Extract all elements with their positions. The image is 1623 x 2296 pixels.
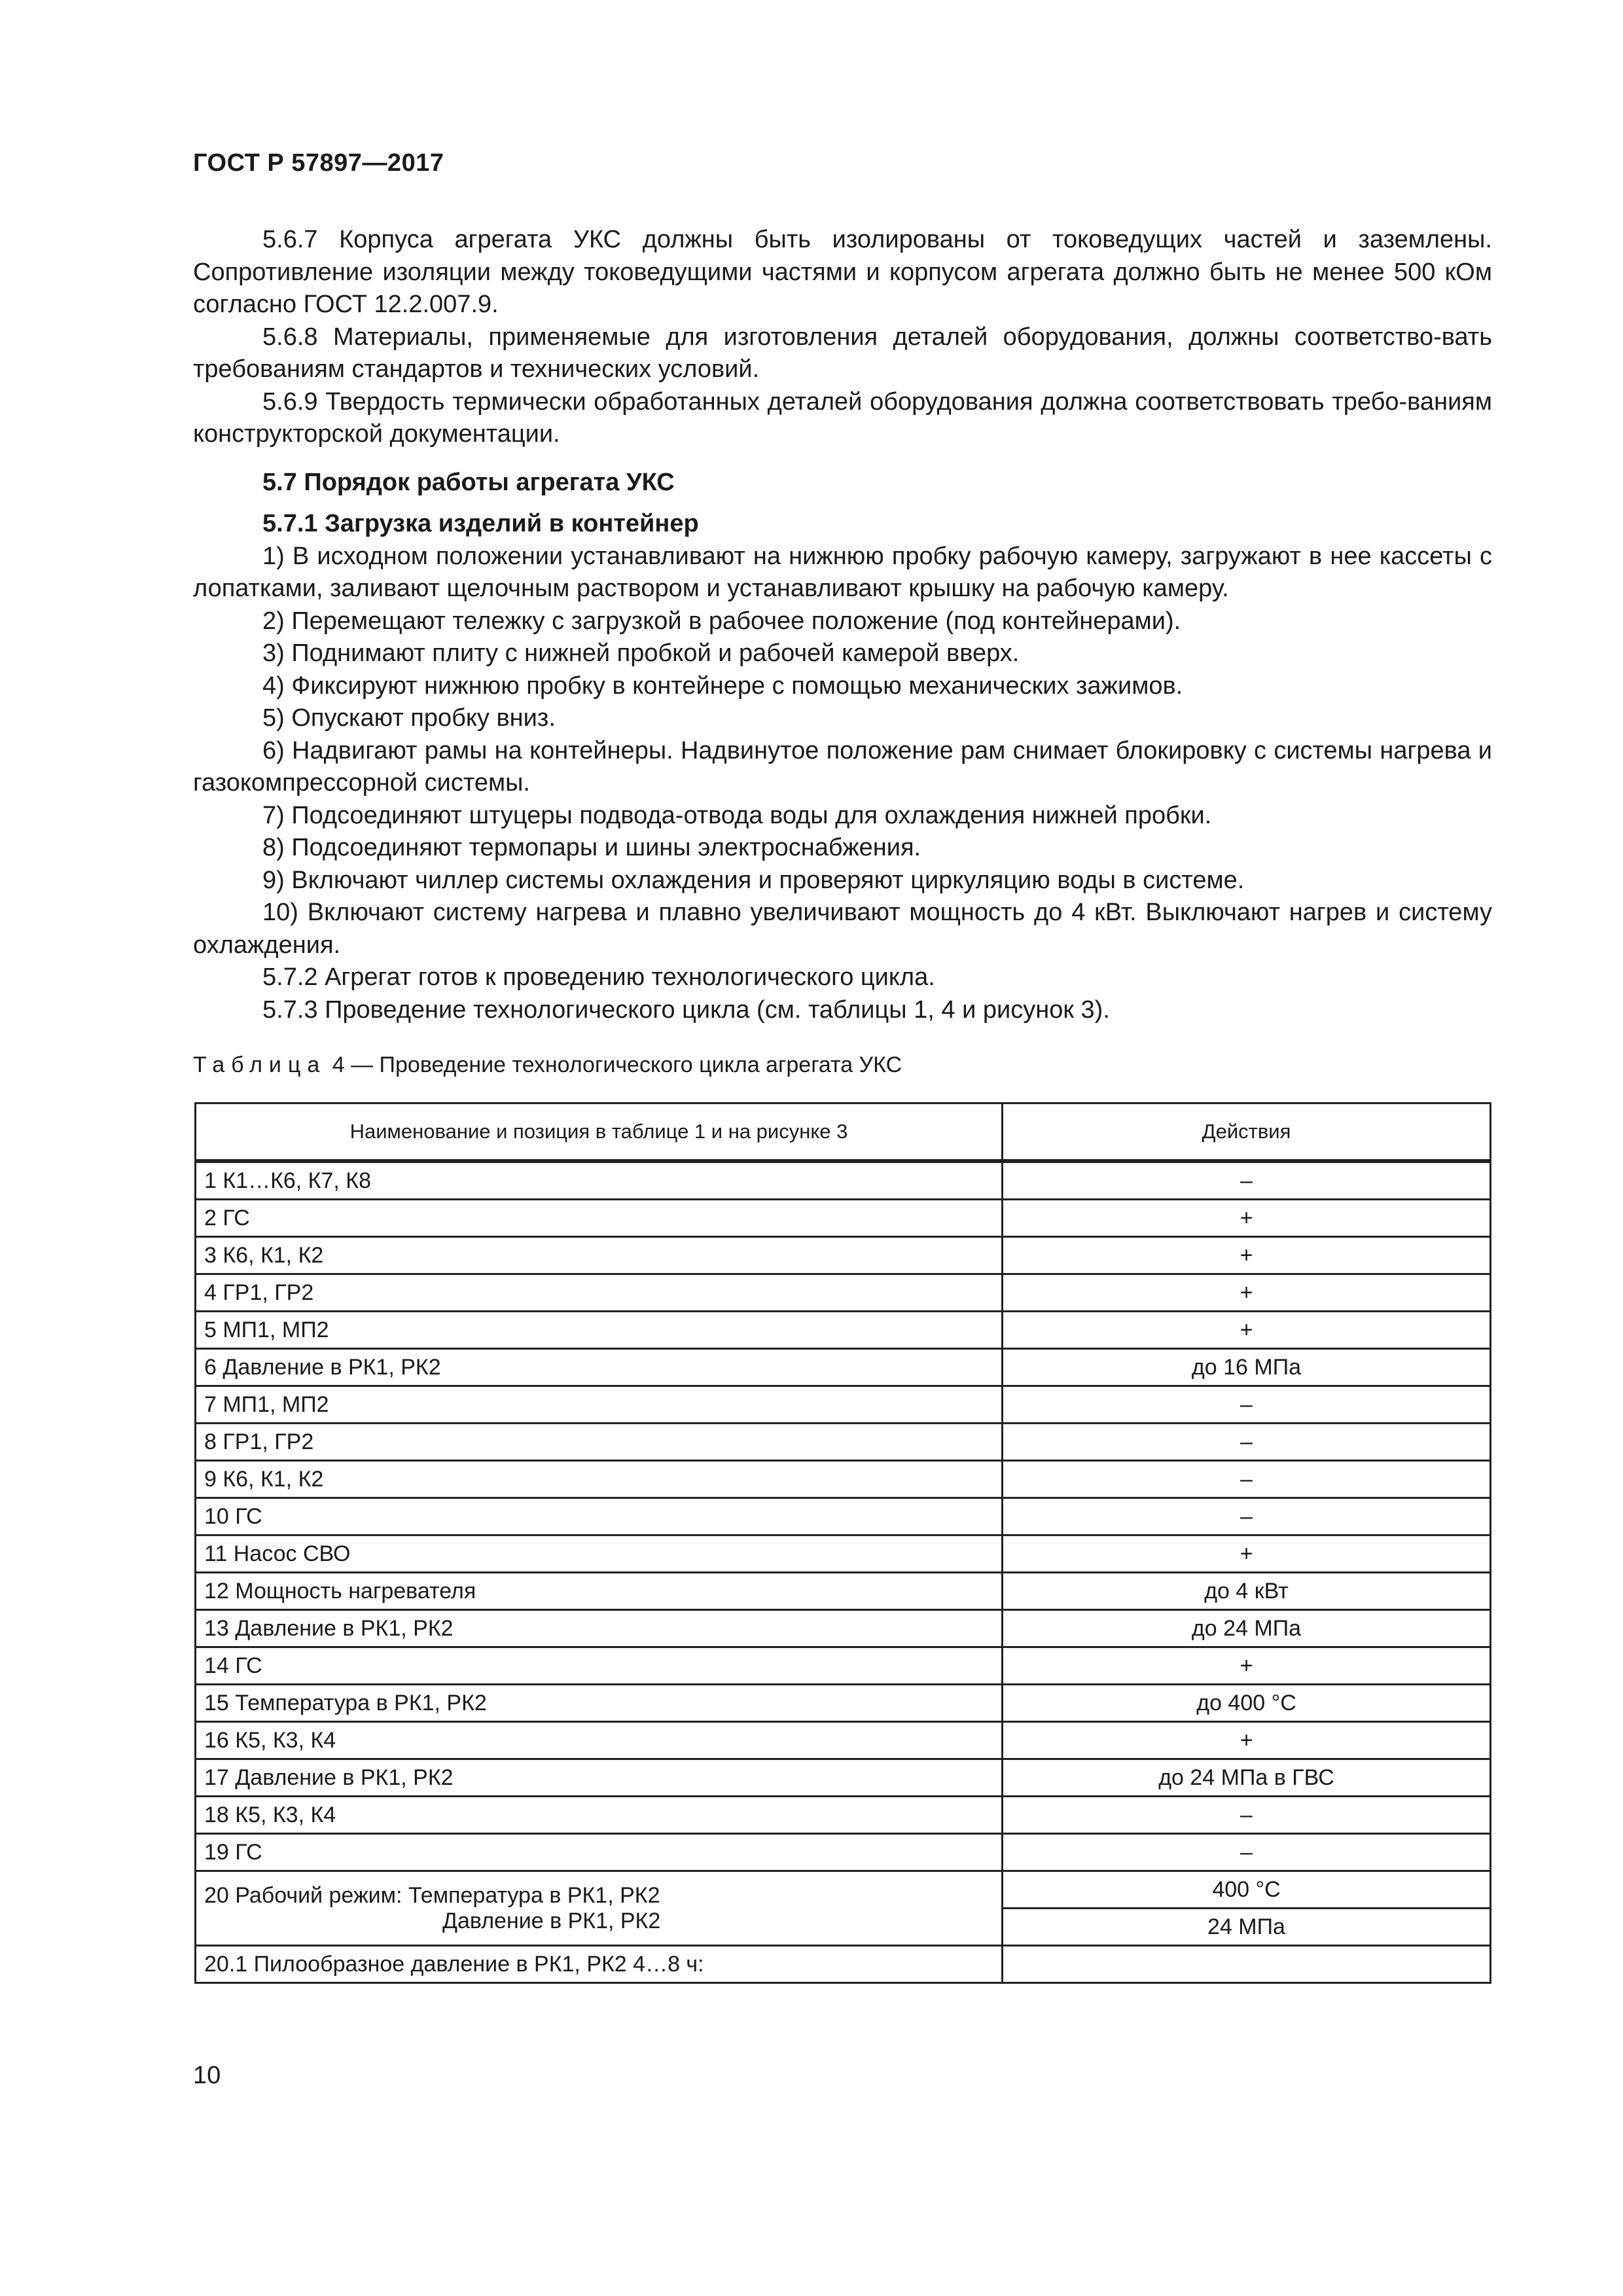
row-action-cell: + <box>1003 1647 1491 1685</box>
row-20-line-2: Давление в РК1, РК2 <box>442 1908 661 1933</box>
row-name-cell: 7 МП1, МП2 <box>196 1386 1003 1424</box>
table-row <box>196 1274 1491 1312</box>
step-1: 1) В исходном положении устанавливают на нижнюю пробку рабочую камеру, загружают в нее кассеты с лопатками, заливают щелочным раствором и устанавливают крышку на рабочую камеру. <box>193 542 1492 602</box>
row-action-cell: – <box>1003 1424 1491 1461</box>
table-row <box>196 1573 1491 1610</box>
header-action-column: Действия <box>1003 1103 1491 1162</box>
row-action-cell: до 4 кВт <box>1003 1573 1491 1610</box>
row-action-cell: + <box>1003 1535 1491 1573</box>
row-action-cell: + <box>1003 1312 1491 1349</box>
document-code: ГОСТ Р 57897—2017 <box>193 149 444 177</box>
row-20-action-temperature: 400 °С <box>1003 1871 1491 1909</box>
row-name-cell: 2 ГС <box>196 1200 1003 1237</box>
row-action-cell: + <box>1003 1274 1491 1312</box>
table-row <box>196 1312 1491 1349</box>
row-action-cell <box>1003 1946 1491 1983</box>
row-action-cell: – <box>1003 1498 1491 1535</box>
section-heading-5-7: 5.7 Порядок работы агрегата УКС <box>262 468 675 496</box>
document-body <box>193 224 1492 1026</box>
step-5: 5) Опускают пробку вниз. <box>262 704 556 732</box>
section-heading-5-7-1: 5.7.1 Загрузка изделий в контейнер <box>262 510 699 537</box>
row-action-cell: – <box>1003 1834 1491 1871</box>
row-action-cell: до 24 МПа <box>1003 1610 1491 1647</box>
table-caption <box>193 1052 902 1078</box>
row-action-cell: до 16 МПа <box>1003 1349 1491 1386</box>
table-header-row <box>196 1103 1491 1162</box>
row-name-cell: 17 Давление в РК1, РК2 <box>196 1759 1003 1797</box>
row-action-cell: + <box>1003 1722 1491 1759</box>
table-row <box>196 1424 1491 1461</box>
table-caption-text: 4 — Проведение технологического цикла агрегата УКС <box>326 1052 902 1077</box>
row-action-cell: + <box>1003 1200 1491 1237</box>
row-action-cell: – <box>1003 1386 1491 1424</box>
table-row <box>196 1237 1491 1274</box>
row-action-cell: – <box>1003 1161 1491 1200</box>
table-row <box>196 1722 1491 1759</box>
table-row-20 <box>196 1871 1491 1909</box>
table-row <box>196 1161 1491 1200</box>
table-row <box>196 1647 1491 1685</box>
paragraph-5-7-3: 5.7.3 Проведение технологического цикла (см. таблицы 1, 4 и рисунок 3). <box>262 996 1110 1024</box>
table-row <box>196 1834 1491 1871</box>
paragraph-5-6-8: 5.6.8 Материалы, применяемые для изготовления деталей оборудования, должны соответство-вать требованиям стандартов и технических условий. <box>193 323 1492 383</box>
row-action-cell: – <box>1003 1797 1491 1834</box>
row-20-action-pressure: 24 МПа <box>1003 1909 1491 1946</box>
table-row <box>196 1685 1491 1722</box>
table-row <box>196 1610 1491 1647</box>
row-action-cell: до 24 МПа в ГВС <box>1003 1759 1491 1797</box>
step-3: 3) Поднимают плиту с нижней пробкой и рабочей камерой вверх. <box>262 639 1020 667</box>
table-row <box>196 1535 1491 1573</box>
table-row <box>196 1386 1491 1424</box>
row-name-cell: 13 Давление в РК1, РК2 <box>196 1610 1003 1647</box>
row-name-cell: 6 Давление в РК1, РК2 <box>196 1349 1003 1386</box>
row-name-cell: 12 Мощность нагревателя <box>196 1573 1003 1610</box>
row-action-cell: до 400 °С <box>1003 1685 1491 1722</box>
row-name-cell: 8 ГР1, ГР2 <box>196 1424 1003 1461</box>
row-name-cell: 15 Температура в РК1, РК2 <box>196 1685 1003 1722</box>
table-row <box>196 1797 1491 1834</box>
row-name-cell: 9 К6, К1, К2 <box>196 1461 1003 1498</box>
row-name-cell: 18 К5, К3, К4 <box>196 1797 1003 1834</box>
table-row-20-1 <box>196 1946 1491 1983</box>
row-name-cell: 14 ГС <box>196 1647 1003 1685</box>
table-row <box>196 1498 1491 1535</box>
step-4: 4) Фиксируют нижнюю пробку в контейнере с помощью механических зажимов. <box>262 672 1183 700</box>
row-name-cell: 11 Насос СВО <box>196 1535 1003 1573</box>
row-name-cell: 5 МП1, МП2 <box>196 1312 1003 1349</box>
table-row <box>196 1200 1491 1237</box>
paragraph-5-7-2: 5.7.2 Агрегат готов к проведению технологического цикла. <box>262 963 935 991</box>
step-2: 2) Перемещают тележку с загрузкой в рабочее положение (под контейнерами). <box>262 607 1181 635</box>
paragraph-5-6-9: 5.6.9 Твердость термически обработанных деталей оборудования должна соответствовать требо-ваниям конструкторской документации. <box>193 387 1492 448</box>
row-name-cell: 4 ГР1, ГР2 <box>196 1274 1003 1312</box>
step-10: 10) Включают систему нагрева и плавно увеличивают мощность до 4 кВт. Выключают нагрев и систему охлаждения. <box>193 899 1492 959</box>
table-row <box>196 1349 1491 1386</box>
step-9: 9) Включают чиллер системы охлаждения и проверяют циркуляцию воды в системе. <box>262 866 1245 894</box>
step-6: 6) Надвигают рамы на контейнеры. Надвинутое положение рам снимает блокировку с системы нагрева и газокомпрессорной системы. <box>193 736 1492 797</box>
paragraph-5-6-7: 5.6.7 Корпуса агрегата УКС должны быть изолированы от токоведущих частей и заземлены. Сопротивление изоляции между токоведущими частями и корпусом агрегата должно быть не менее 500 кОм согласно ГОСТ 12.2.007.9. <box>193 226 1492 318</box>
row-name-cell: 1 К1…К6, К7, К8 <box>196 1161 1003 1200</box>
step-7: 7) Подсоединяют штуцеры подвода-отвода воды для охлаждения нижней пробки. <box>262 801 1212 829</box>
row-20-name-cell <box>196 1871 1003 1946</box>
process-table <box>194 1102 1491 1984</box>
table-body <box>196 1161 1491 1983</box>
row-name-cell: 19 ГС <box>196 1834 1003 1871</box>
table-row <box>196 1759 1491 1797</box>
page-number: 10 <box>193 2062 221 2089</box>
row-name-cell: 16 К5, К3, К4 <box>196 1722 1003 1759</box>
table-row <box>196 1461 1491 1498</box>
row-20-line-1: 20 Рабочий режим: Температура в РК1, РК2 <box>204 1882 660 1908</box>
header-name-column: Наименование и позиция в таблице 1 и на рисунке 3 <box>196 1103 1003 1162</box>
row-name-cell: 10 ГС <box>196 1498 1003 1535</box>
row-name-cell: 20.1 Пилообразное давление в РК1, РК2 4…8 ч: <box>196 1946 1003 1983</box>
step-8: 8) Подсоединяют термопары и шины электроснабжения. <box>262 834 921 861</box>
table-caption-prefix: Таблица <box>193 1052 327 1077</box>
row-action-cell: – <box>1003 1461 1491 1498</box>
row-action-cell: + <box>1003 1237 1491 1274</box>
row-name-cell: 3 К6, К1, К2 <box>196 1237 1003 1274</box>
